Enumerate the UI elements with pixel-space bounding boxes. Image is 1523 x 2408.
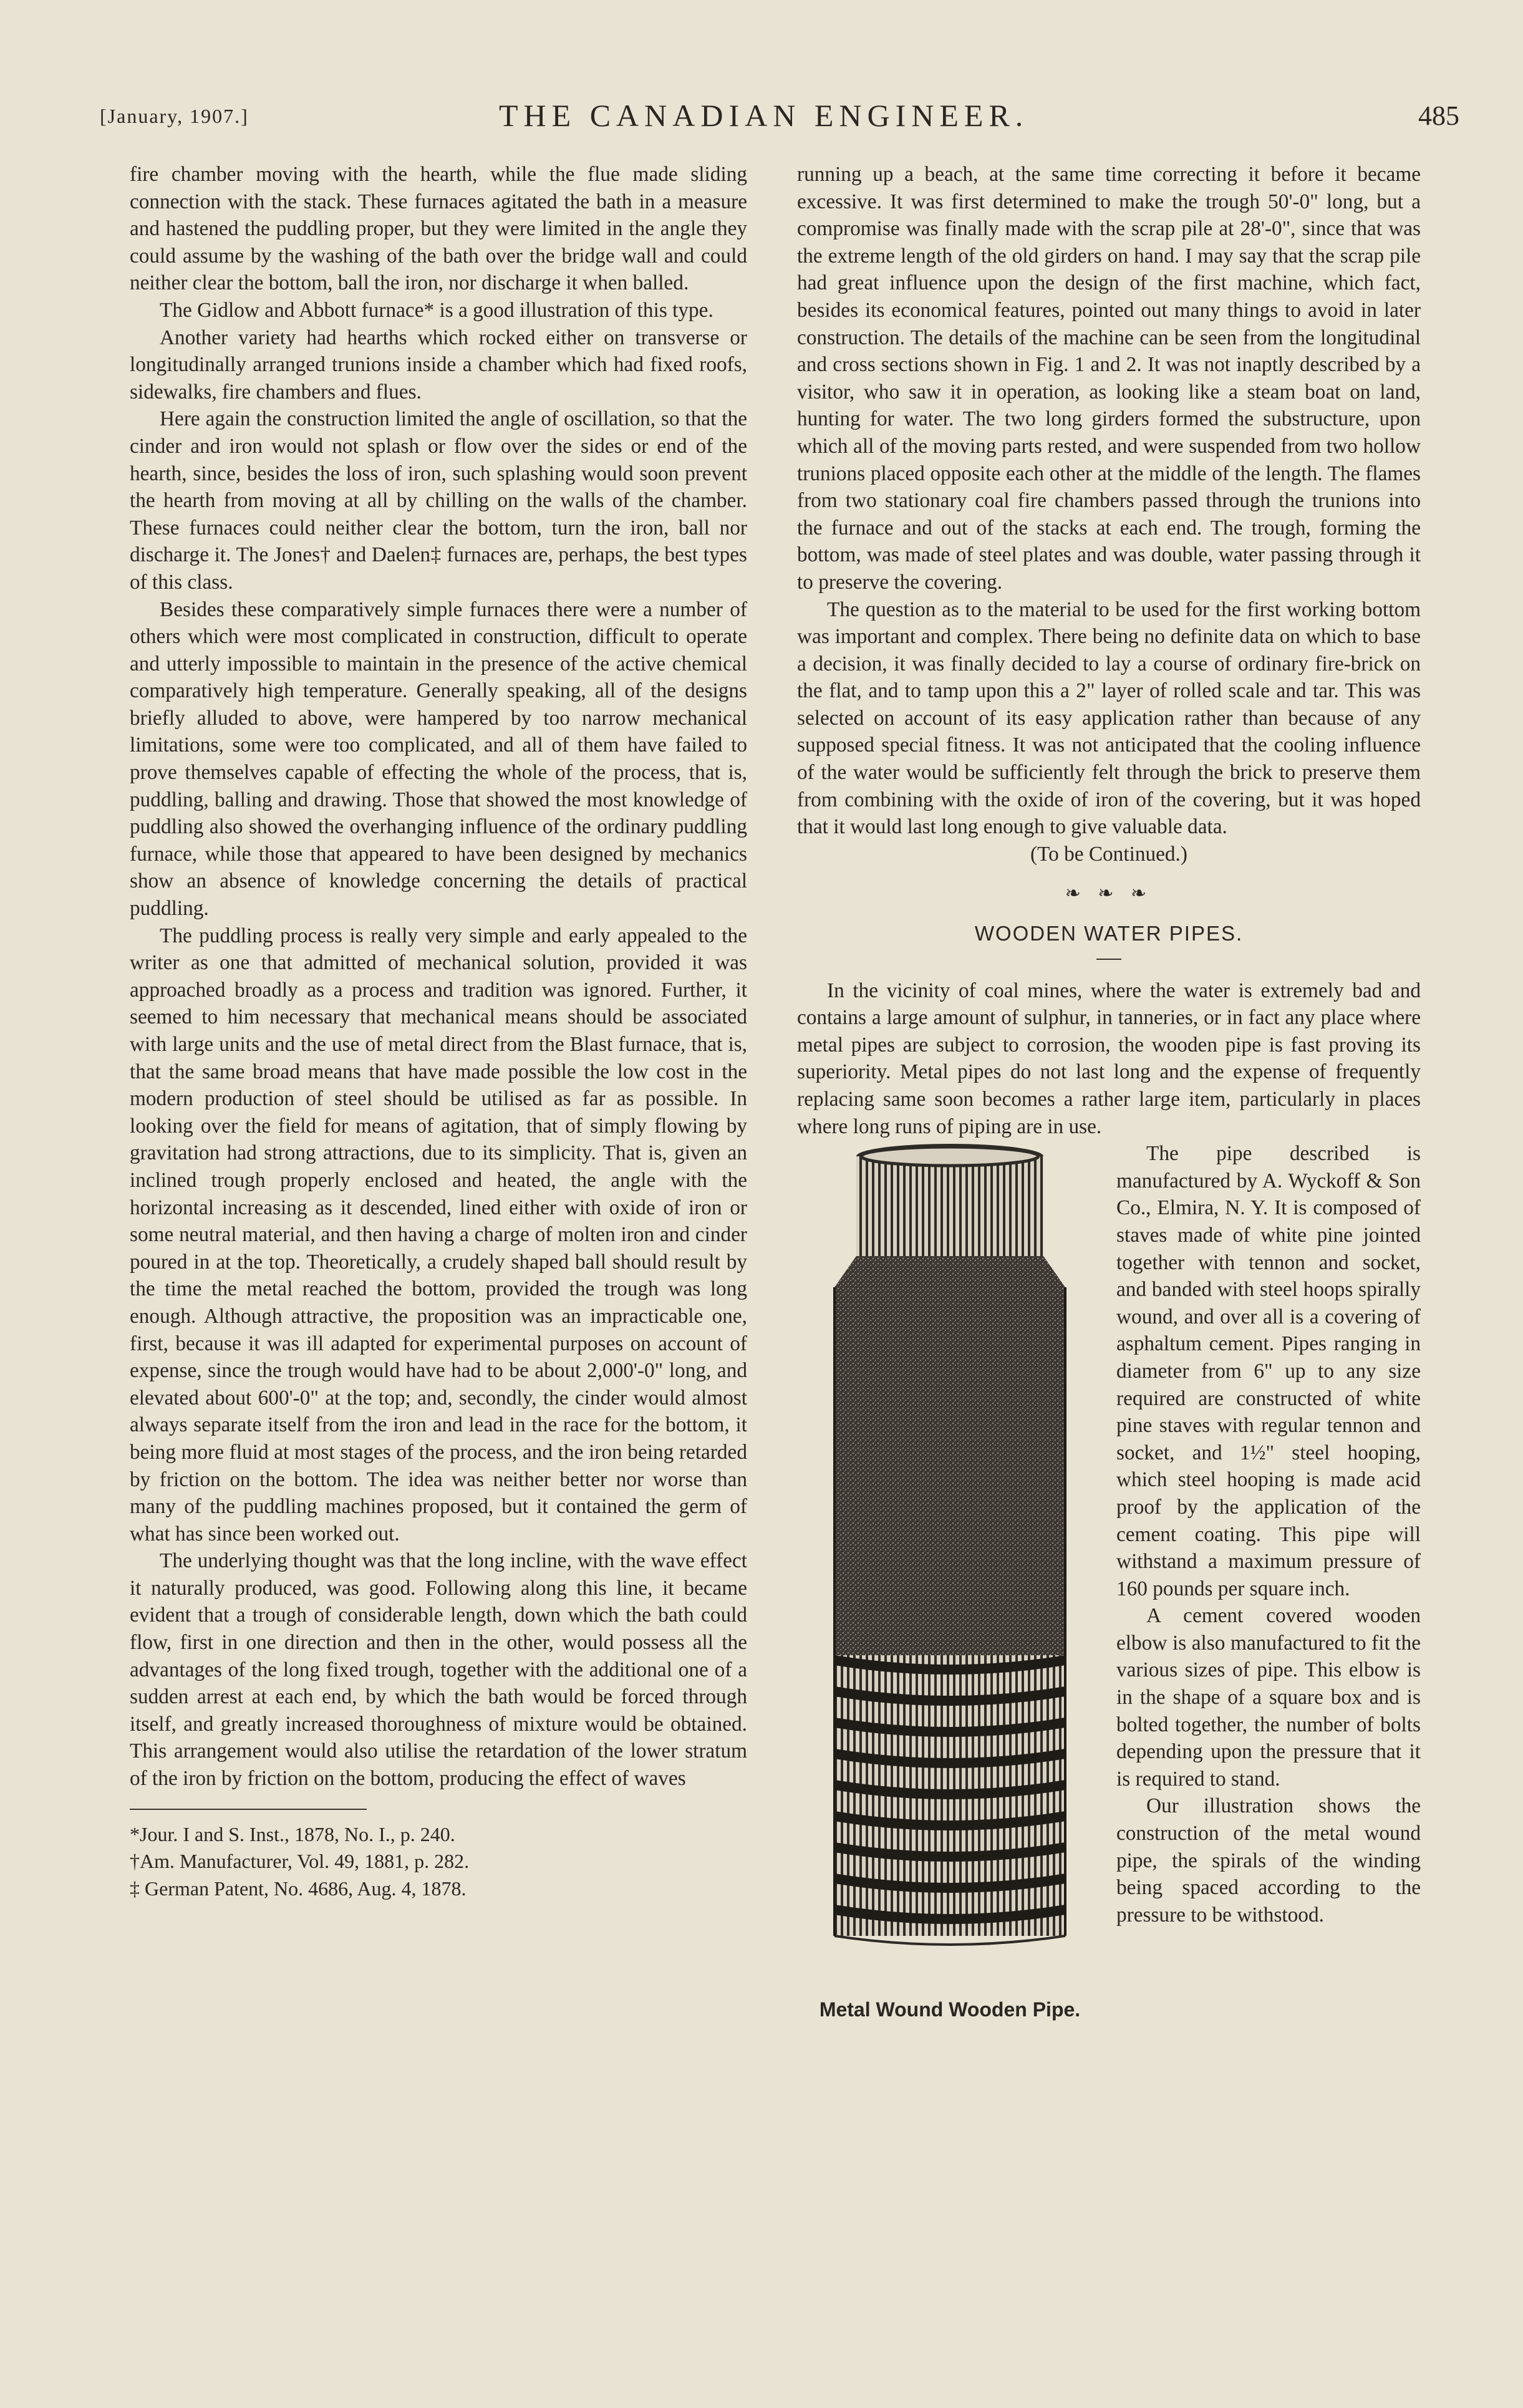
paragraph: running up a beach, at the same time correcting it before it became excessive. It was first determined to make the trough 50'-0" long, but a compromise was finally made with the scrap pile at 28'-0", since that was the extreme length of the old girders on hand. I may say that the scrap pile had great influence upon the design of the first machine, which fact, besides its economical features, pointed out many things to avoid in later construction. The details of the machine can be seen from the longitudinal and cross sections shown in Fig. 1 and 2. It was not inaptly described by a visitor, who saw it in operation, as looking like a steam boat on land, hunting for water. The two long girders formed the substructure, upon which all of the moving parts rested, and were suspended from two hollow trunions placed opposite each other at the middle of the length. The flames from two stationary coal fire chambers passed through the trunions into the furnace and out of the stacks at each end. The trough, forming the bottom, was made of steel plates and was double, water passing through it to preserve the covering.	[797, 163, 1421, 594]
footnote: *Jour. I and S. Inst., 1878, No. I., p. 240.	[130, 1822, 455, 1845]
paragraph: The pipe described is manufactured by A. Wyckoff & Son Co., Elmira, N. Y. It is composed of staves made of white pine jointed together with tennon and socket, and banded with steel hoops spirally wound, and over all is a covering of asphaltum cement. Pipes ranging in diameter from 6" up to any size required are constructed of white pine staves with regular tennon and socket, and 1½" steel hooping, which steel hooping is made acid proof by the application of the cement coating. This pipe will withstand a maximum pressure of 160 pounds per square inch.	[1116, 1142, 1421, 1600]
footnote-divider	[130, 1809, 367, 1810]
section-separator: ❧ ❧ ❧	[1065, 883, 1153, 904]
wound-pipe-illustration	[797, 1143, 1103, 1991]
continued-note: (To be Continued.)	[1030, 842, 1187, 866]
paragraph: The question as to the material to be used for the first working bottom was important and complex. There being no definite data on which to base a decision, it was finally decided to lay a course of ordinary fire-brick on the flat, and to tamp upon this a 2" layer of rolled scale and tar. This was selected on account of its easy application rather than because of any supposed special fitness. It was not anticipated that the cooling influence of the water would be sufficiently felt through the brick to preserve them from combining with the oxide of iron of the covering, but it was hoped that it would last long enough to give valuable data.	[797, 597, 1421, 839]
paragraph: The puddling process is really very simple and early appealed to the writer as one that admitted of mechanical solution, provided it was approached broadly as a process and tradition was ignored. Further, it seemed to him necessary that mechanical means should be associated with large units and the use of metal direct from the Blast furnace, that is, that the same broad means that have made possible the low cost in the modern production of steel should be utilised as far as possible. In looking over the field for means of agitation, that of simply flowing by gravitation had strong attractions, due to its simplicity. That is, given an inclined trough properly enclosed and heated, the angle with the horizontal increasing as it descended, lined either with oxide of iron or some neutral material, and then having a charge of molten iron and cinder poured in at the top. Theoretically, a crudely shaped ball should result by the time the metal reached the bottom, provided the trough was long enough. Although attractive, the proposition was an impracticable one, first, because it was ill adapted for experimental purposes on account of expense, since the trough would have had to be about 2,000'-0" long, and elevated about 600'-0" at the top; and, secondly, the cinder would almost always separate itself from the iron and lead in the race for the bottom, it being more fluid at most stages of the process, and the iron being retarded by friction on the bottom. The idea was neither better nor worse than many of the puddling machines proposed, but it contained the germ of what has since been worked out.	[130, 924, 747, 1545]
paragraph: Here again the construction limited the angle of oscillation, so that the cinder and iron would not splash or flow over the sides or end of the hearth, since, besides the loss of iron, such splashing would soon prevent the hearth from moving at all by chilling on the walls of the chamber. These furnaces could neither clear the bottom, turn the iron, ball nor discharge it. The Jones† and Daelen‡ furnaces are, perhaps, the best types of this class.	[130, 407, 747, 594]
paragraph: The underlying thought was that the long incline, with the wave effect it naturally produced, was good. Following along this line, it became evident that a trough of considerable length, down which the bath could flow, first in one direction and then in the other, would possess all the advantages of the long fixed trough, together with the additional one of a sudden arrest at each end, by which the bath would be forced through itself, and greatly increased thoroughness of mixture would be obtained. This arrangement would also utilise the retardation of the lower stratum of the iron by friction on the bottom, producing the effect of waves	[130, 1549, 747, 1791]
right-column	[797, 161, 1421, 2184]
page-header	[100, 94, 1459, 143]
page-number: 485	[1418, 100, 1459, 131]
paragraph: Another variety had hearths which rocked either on transverse or longitudinally arranged trunions inside a chamber which had fixed roofs, sidewalks, fire chambers and flues.	[130, 326, 747, 404]
title-dash	[1096, 959, 1121, 960]
pipe-figure	[797, 1143, 1103, 2178]
article-intro: In the vicinity of coal mines, where the water is extremely bad and contains a large amount of sulphur, in tanneries, or in fact any place where metal pipes are subject to corrosion, the wooden pipe is fast proving its superiority. Metal pipes do not last long and the expense of frequently replacing same soon becomes a rather large item, particularly in places where long runs of piping are in use.	[797, 979, 1421, 1138]
article-title: WOODEN WATER PIPES.	[974, 922, 1244, 945]
paragraph: Our illustration shows the construction of the metal wound pipe, the spirals of the winding being spaced according to the pressure to be withstood.	[1116, 1794, 1421, 1927]
paragraph: A cement covered wooden elbow is also manufactured to fit the various sizes of pipe. This elbow is in the shape of a square box and is bolted together, the number of bolts depending upon the pressure that it is required to stand.	[1116, 1604, 1421, 1791]
paragraph: The Gidlow and Abbott furnace* is a good illustration of this type.	[160, 298, 713, 322]
footnote: ‡ German Patent, No. 4686, Aug. 4, 1878.	[130, 1877, 467, 1900]
figure-wrap-area	[797, 1140, 1421, 2021]
left-column	[130, 161, 747, 1902]
paragraph: Besides these comparatively simple furnaces there were a number of others which were most complicated in construction, difficult to operate and utterly impossible to maintain in the presence of the active chemical comparatively high temperature. Generally speaking, all of the designs briefly alluded to above, were hampered by too narrow mechanical limitations, some were too complicated, and all of them have failed to prove themselves capable of effecting the whole of the process, that is, puddling, balling and drawing. Those that showed the most knowledge of puddling also showed the overhanging influence of the ordinary puddling furnace, while those that appeared to have been designed by mechanics show an absence of knowledge concerning the details of practical puddling.	[130, 597, 747, 921]
paragraph: fire chamber moving with the hearth, while the flue made sliding connection with the stack. These furnaces agitated the bath in a measure and hastened the puddling proper, but they were limited in the angle they could assume by the washing of the bath over the bridge wall and could neither clear the bottom, ball the iron, nor discharge it when balled.	[130, 163, 747, 295]
figure-caption: Metal Wound Wooden Pipe.	[819, 1998, 1081, 2021]
footnote: †Am. Manufacturer, Vol. 49, 1881, p. 282.	[130, 1850, 470, 1873]
issue-date: [January, 1907.]	[100, 105, 249, 127]
journal-title: THE CANADIAN ENGINEER.	[499, 98, 1029, 133]
